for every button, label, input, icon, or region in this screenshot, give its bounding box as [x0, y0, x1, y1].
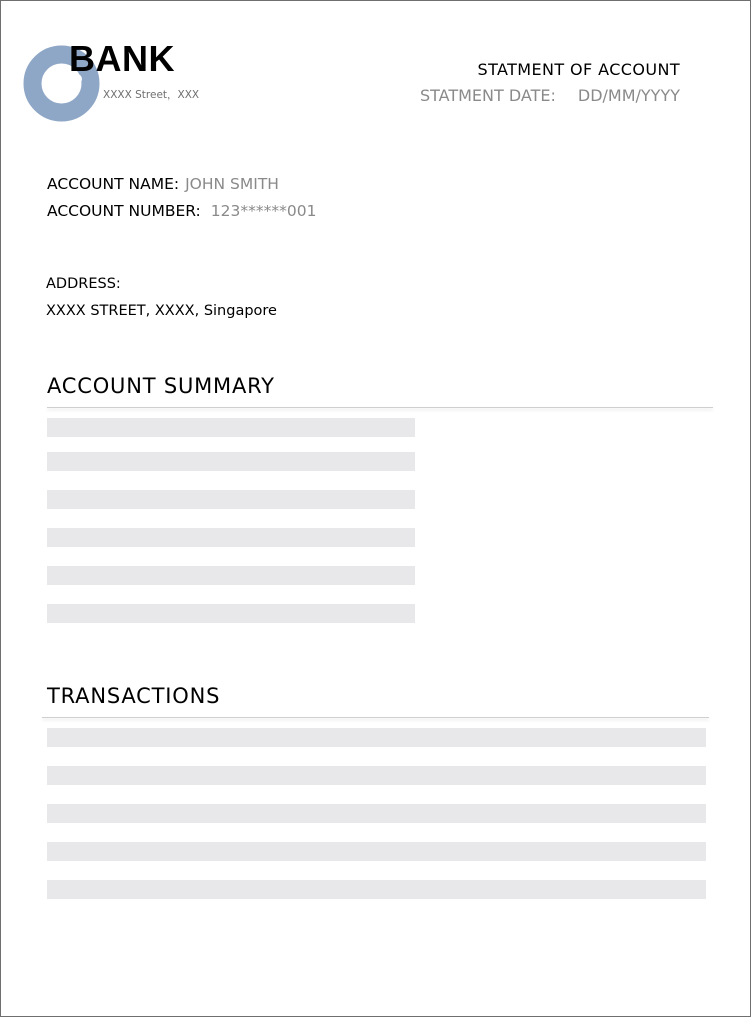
- statement-date: [420, 86, 680, 105]
- transaction-placeholder-row: [47, 766, 706, 785]
- account-name-row: [47, 175, 279, 193]
- account-summary-title: ACCOUNT SUMMARY: [47, 374, 275, 398]
- account-number-value: 123******001: [210, 202, 317, 220]
- account-name-value: JOHN SMITH: [185, 175, 279, 193]
- address-value: XXXX STREET, XXXX, Singapore: [46, 303, 277, 319]
- account-name-label: ACCOUNT NAME:: [47, 175, 180, 193]
- account-number-row: [47, 202, 316, 220]
- summary-placeholder-row: [47, 604, 415, 623]
- summary-placeholder-row: [47, 490, 415, 509]
- statement-title: STATMENT OF ACCOUNT: [477, 60, 680, 79]
- summary-placeholder-row: [47, 418, 415, 437]
- statement-date-value: DD/MM/YYYY: [577, 86, 680, 105]
- statement-date-label: STATMENT DATE:: [419, 86, 556, 105]
- transactions-divider: [42, 717, 709, 718]
- transaction-placeholder-row: [47, 728, 706, 747]
- account-number-label: ACCOUNT NUMBER:: [47, 202, 201, 220]
- transaction-placeholder-row: [47, 880, 706, 899]
- summary-placeholder-row: [47, 528, 415, 547]
- transaction-placeholder-row: [47, 804, 706, 823]
- account-summary-divider: [47, 407, 713, 408]
- bank-name: BANK: [69, 38, 175, 79]
- bank-address: XXXX Street，XXX: [103, 89, 200, 101]
- address-label: ADDRESS:: [46, 276, 121, 292]
- summary-placeholder-row: [47, 566, 415, 585]
- transaction-placeholder-row: [47, 842, 706, 861]
- transactions-title: TRANSACTIONS: [47, 684, 221, 708]
- summary-placeholder-row: [47, 452, 415, 471]
